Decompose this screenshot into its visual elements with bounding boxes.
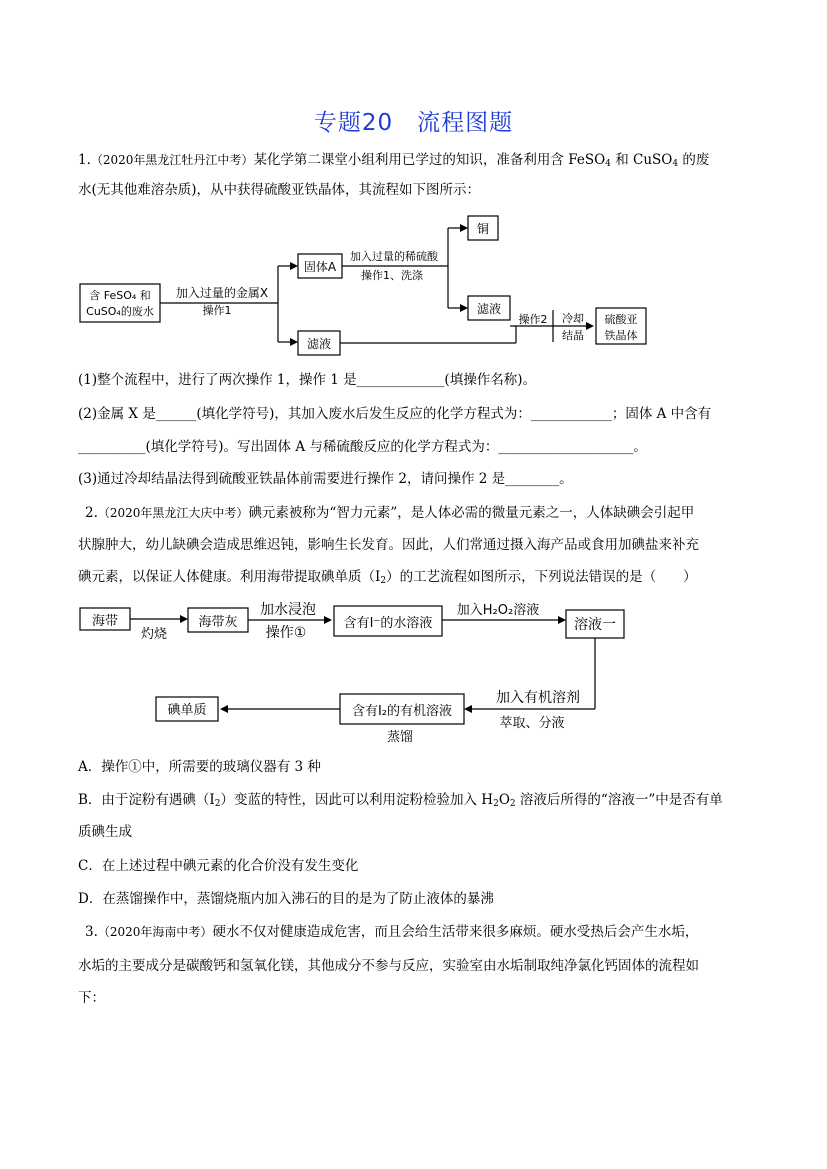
q1-source: （2020年黑龙江牡丹江中考）: [90, 153, 254, 167]
page-title: 专题20 流程图题: [313, 110, 514, 136]
solid-a-label: 固体A: [303, 260, 337, 274]
add-organic-bottom-label: 萃取、分液: [499, 716, 565, 731]
q2-line-1: 2.（2020年黑龙江大庆中考）碘元素被称为“智力元素”，是人体必需的微量元素之一，人体缺碘会引起甲: [85, 505, 695, 521]
q2-option-d: D．在蒸馏操作中，蒸馏烧瓶内加入沸石的目的是为了防止液体的暴沸: [78, 891, 494, 907]
cool-label-2: 结晶: [562, 329, 584, 342]
iodine-label: 碘单质: [167, 703, 207, 718]
add-organic-top-label: 加入有机溶剂: [496, 690, 580, 706]
step2-bottom-label: 操作1、洗涤: [361, 269, 423, 282]
add-h2o2-label: 加入H₂O₂溶液: [456, 603, 540, 618]
q1-line-1: 1.（2020年黑龙江牡丹江中考）某化学第二课堂小组利用已学过的知识，准备利用含 FeSO$_4$ 和 CuSO$_4$ 的废: [78, 152, 710, 169]
filtrate-lower-label: 滤液: [306, 337, 332, 351]
distill-label: 蒸馏: [386, 730, 414, 745]
q3-source: （2020年海南中考）: [97, 925, 213, 939]
q2-line-2: 状腺肿大，幼儿缺碘会造成思维迟钝，影响生长发育。因此，人们常通过摄入海产品或食用加碘盐来补充: [78, 537, 699, 553]
q3-line-3: 下：: [78, 990, 105, 1006]
q2-flow-diagram: [76, 600, 636, 745]
q1-flow-diagram: [76, 212, 676, 362]
ash-label: 海带灰: [198, 615, 238, 630]
q2-source: （2020年黑龙江大庆中考）: [97, 506, 249, 520]
q1-line-2: 水(无其他难溶杂质)，从中获得硫酸亚铁晶体，其流程如下图所示：: [78, 182, 481, 198]
soak-bottom-label: 操作①: [265, 625, 307, 641]
step1-top-label: 加入过量的金属X: [175, 286, 269, 300]
solution-one-label: 溶液一: [574, 617, 616, 633]
aqueous-label: 含有I⁻的水溶液: [343, 616, 433, 631]
q2-option-b-line-1: B．由于淀粉有遇碘$(I_2)$变蓝的特性，因此可以利用淀粉检验加入 $H_2O_2$ 溶液后所得的“溶液一”中是否有单: [78, 792, 723, 809]
soak-top-label: 加水浸泡: [260, 602, 316, 618]
q1-sub-2-line-1: (2)金属 X 是______(填化学符号)，其加入废水后发生反应的化学方程式为：____________；固体 A 中含有: [78, 406, 712, 422]
q1-sub-1: (1)整个流程中，进行了两次操作 1，操作 1 是_____________(填操作名称)。: [78, 372, 536, 388]
step1-bottom-label: 操作1: [202, 304, 232, 317]
copper-label: 铜: [476, 222, 490, 236]
q3-line-2: 水垢的主要成分是碳酸钙和氢氧化镁，其他成分不参与反应，实验室由水垢制取纯净氯化钙固体的流程如: [78, 958, 699, 974]
product-label-2: 铁晶体: [604, 329, 638, 342]
product-label-1: 硫酸亚: [604, 313, 638, 326]
feed-label-1: 含 FeSO₄ 和: [89, 289, 151, 302]
step2-top-label: 加入过量的稀硫酸: [350, 250, 438, 263]
q2-option-a: A．操作①中，所需要的玻璃仪器有 3 种: [78, 759, 321, 775]
q1-sub-2-line-2: __________(填化学符号)。写出固体 A 与稀硫酸反应的化学方程式为：____________________。: [78, 439, 647, 455]
filtrate-upper-label: 滤液: [476, 302, 502, 316]
kelp-label: 海带: [91, 614, 119, 629]
feed-label-2: CuSO₄的废水: [86, 305, 154, 318]
q1-sub-3: (3)通过冷却结晶法得到硫酸亚铁晶体前需要进行操作 2，请问操作 2 是________。: [78, 471, 573, 487]
q2-line-3: 碘元素，以保证人体健康。利用海带提取碘单质$(I_2)$的工艺流程如图所示，下列说法错误的是（ ）: [78, 569, 697, 586]
burn-label: 灼烧: [140, 627, 168, 642]
op2-label: 操作2: [518, 313, 548, 326]
organic-label: 含有I₂的有机溶液: [351, 704, 453, 719]
q2-option-c: C．在上述过程中碘元素的化合价没有发生变化: [78, 858, 359, 874]
q3-line-1: 3.（2020年海南中考）硬水不仅对健康造成危害，而且会给生活带来很多麻烦。硬水受热后会产生水垢，: [85, 924, 699, 940]
cool-label-1: 冷却: [562, 312, 584, 325]
q2-option-b-line-2: 质碘生成: [78, 824, 132, 840]
